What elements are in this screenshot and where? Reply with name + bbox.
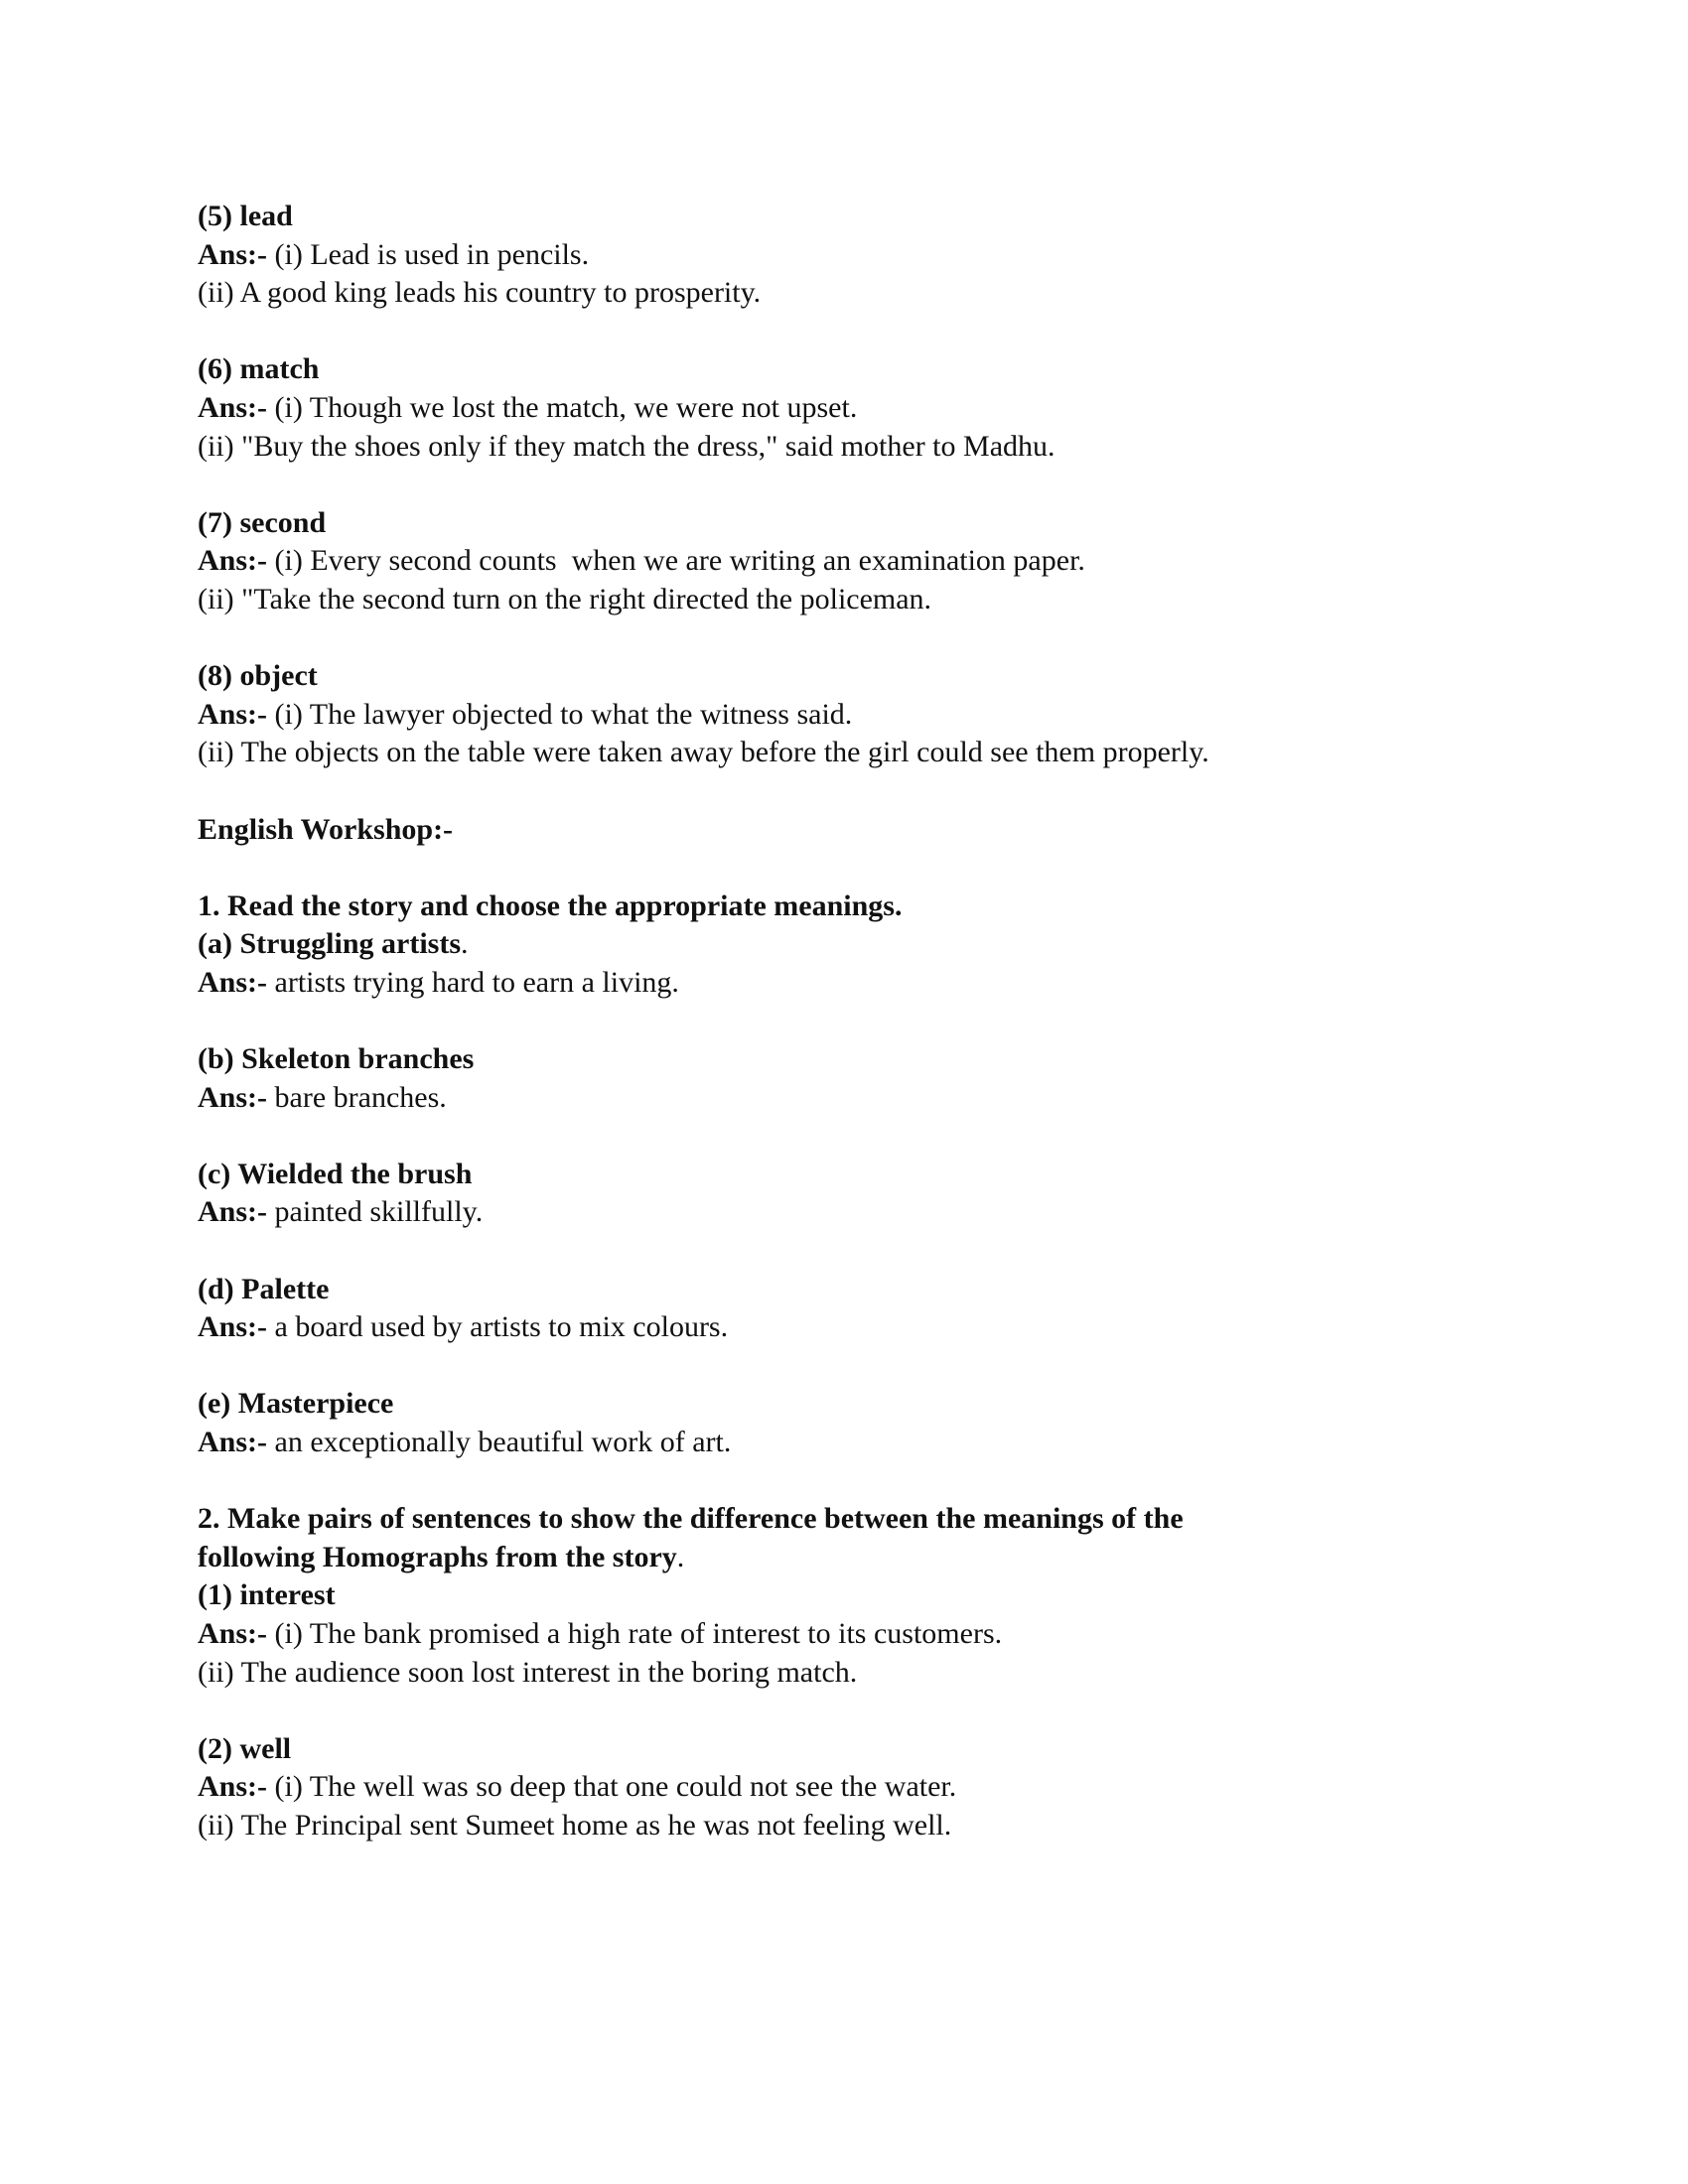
blank-line [198,1002,1508,1040]
bold-label: (e) Masterpiece [198,1387,394,1421]
text-line [198,1308,1508,1347]
blank-line [198,466,1508,504]
text-line [198,1654,1508,1693]
text-line [198,964,1508,1003]
bold-label: (c) Wielded the brush [198,1157,473,1190]
blank-line [198,313,1508,351]
text-line [198,428,1508,467]
text-line [198,274,1508,313]
text-line [198,1156,1508,1194]
body-text: an exceptionally beautiful work of art. [267,1426,732,1458]
body-text: (ii) "Take the second turn on the right directed the policeman. [198,582,932,615]
body-text: (i) Lead is used in pencils. [267,237,590,271]
body-text: painted skillfully. [267,1195,484,1229]
bold-label: following Homographs from the story [198,1540,677,1573]
bold-label: (b) Skeleton branches [198,1042,475,1076]
body-text: (i) Though we lost the match, we were not upset. [267,390,858,424]
text-line [198,1768,1508,1807]
blank-line [198,1232,1508,1271]
text-line [198,1079,1508,1118]
bold-label: (7) second [198,505,327,539]
text-line [198,350,1508,389]
text-line [198,734,1508,772]
text-line [198,887,1508,926]
blank-line [198,772,1508,811]
blank-line [198,849,1508,887]
text-line [198,389,1508,428]
bold-label: Ans:- [198,390,268,424]
body-text: (i) The well was so deep that one could not see the water. [267,1770,957,1804]
text-line [198,696,1508,735]
bold-label: English Workshop:- [198,812,454,846]
text-line [198,811,1508,850]
bold-label: (a) Struggling artists [198,927,461,961]
document-page [198,198,1508,1845]
text-line [198,1539,1508,1577]
bold-label: Ans:- [198,1770,268,1804]
text-line [198,504,1508,543]
body-text: (ii) "Buy the shoes only if they match the dress," said mother to Madhu. [198,429,1055,463]
bold-label: (6) match [198,352,320,386]
body-text: (ii) The audience soon lost interest in the boring match. [198,1655,858,1689]
bold-label: (1) interest [198,1578,336,1612]
blank-line [198,1462,1508,1501]
body-text: (i) The bank promised a high rate of interest to its customers. [267,1616,1003,1650]
body-text: (ii) The objects on the table were taken away before the girl could see them properly. [198,736,1209,769]
text-line [198,236,1508,275]
text-line [198,1385,1508,1424]
text-line [198,1500,1508,1539]
blank-line [198,1692,1508,1730]
body-text: (ii) A good king leads his country to prosperity. [198,276,762,310]
text-line [198,1424,1508,1462]
text-line [198,1193,1508,1232]
text-line [198,1730,1508,1769]
bold-label: (8) object [198,659,318,693]
body-text: (i) Every second counts when we are writing an examination paper. [267,544,1085,578]
text-line [198,1576,1508,1615]
blank-line [198,619,1508,658]
text-line [198,198,1508,236]
body-text: artists trying hard to earn a living. [267,965,679,999]
text-line [198,925,1508,964]
bold-label: Ans:- [198,1080,268,1114]
body-text: a board used by artists to mix colours. [267,1310,729,1344]
text-line [198,1615,1508,1654]
bold-label: (d) Palette [198,1272,330,1305]
body-text: (ii) The Principal sent Sumeet home as he was not feeling well. [198,1808,952,1842]
body-text: . [676,1540,685,1573]
bold-label: Ans:- [198,1616,268,1650]
text-line [198,1807,1508,1845]
bold-label: Ans:- [198,237,268,271]
blank-line [198,1117,1508,1156]
bold-label: 1. Read the story and choose the appropriate meanings. [198,888,903,922]
text-line [198,1040,1508,1079]
text-line [198,542,1508,581]
text-line [198,1271,1508,1309]
bold-label: (2) well [198,1731,292,1765]
text-line [198,657,1508,696]
body-text: bare branches. [267,1080,447,1114]
bold-label: Ans:- [198,1195,268,1229]
text-line [198,581,1508,619]
blank-line [198,1347,1508,1386]
bold-label: Ans:- [198,544,268,578]
bold-label: (5) lead [198,200,293,232]
bold-label: Ans:- [198,1426,268,1458]
bold-label: Ans:- [198,697,268,731]
body-text: . [461,927,469,961]
body-text: (i) The lawyer objected to what the witness said. [267,697,853,731]
bold-label: 2. Make pairs of sentences to show the difference between the meanings of the [198,1502,1184,1536]
bold-label: Ans:- [198,965,268,999]
bold-label: Ans:- [198,1310,268,1344]
